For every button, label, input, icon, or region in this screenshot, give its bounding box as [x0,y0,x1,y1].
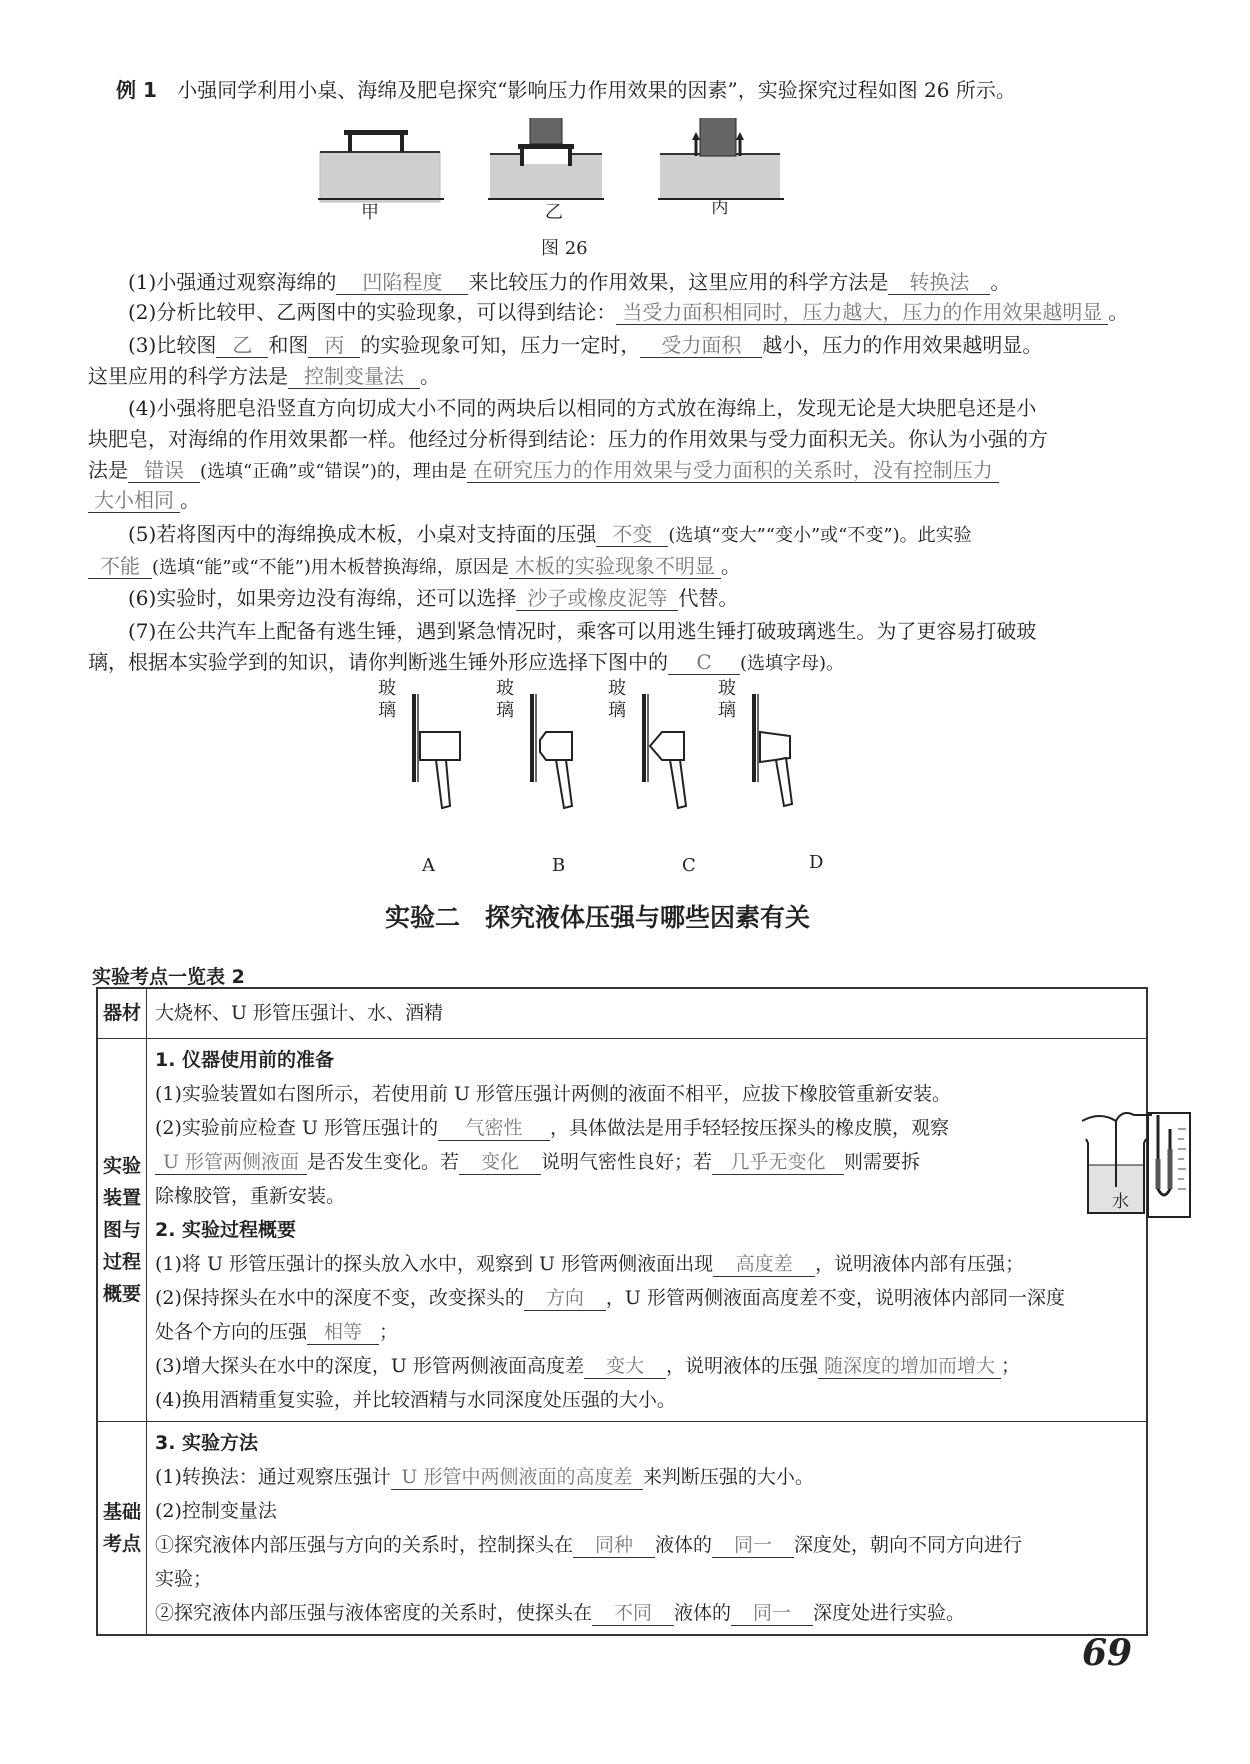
q3-answer-3: 受力面积 [640,333,762,358]
p2-answer-1: 气密性 [438,1116,550,1141]
question-4-line-4 [88,486,200,514]
q1-text-b: 来比较压力的作用效果，这里应用的科学方法是 [468,270,889,294]
procedure-cell [147,1038,1148,1421]
hammer-a [412,694,460,808]
m4-text-c: 深度处进行实验。 [813,1601,966,1624]
procedure-label [97,1038,147,1421]
q5-text-b: (选填“变大”“变小”或“不变”)。此实验 [668,525,972,546]
s2-text-a: (2)保持探头在水中的深度不变，改变探头的 [155,1286,524,1309]
step-2-line-2 [155,1315,1138,1349]
q2-text-b: 。 [1108,300,1129,324]
question-1 [128,268,1010,296]
figure-26-yi [488,118,604,200]
equipment-text: 大烧杯、U 形管压强计、水、酒精 [155,1002,444,1025]
hammer-d-glass-label: 玻璃 [718,678,736,721]
q1-text-c: 。 [990,270,1011,294]
hammer-a-label: A [422,855,435,876]
m3-text-a: ①探究液体内部压强与方向的关系时，控制探头在 [155,1533,574,1556]
m4-answer-1: 不同 [592,1601,674,1626]
q4-text-d: (选填“正确”或“错误”)的，理由是 [200,461,467,482]
q7-text-c: (选填字母)。 [740,653,845,674]
equipment-label: 器材 [97,988,147,1038]
method-title: 3. 实验方法 [155,1431,259,1454]
basics-label-text: 基础考点 [102,1500,141,1555]
example-label: 例 1 [116,78,157,102]
q3-text-e: 这里应用的科学方法是 [88,364,288,388]
q3-answer-1: 乙 [216,333,268,358]
q4-answer-1: 错误 [128,458,200,483]
s1-answer: 高度差 [713,1252,815,1277]
row-procedure [97,1038,1147,1421]
p2-text-a: (2)实验前应检查 U 形管压强计的 [155,1116,439,1139]
m4-text-b: 液体的 [674,1601,732,1624]
m4-answer-2: 同一 [731,1601,813,1626]
q5-answer-3: 木板的实验现象不明显 [509,554,721,579]
figure-26-jia [318,130,444,202]
s3-answer-1: 变大 [584,1354,666,1379]
process-title: 2. 实验过程概要 [155,1218,297,1241]
p2-text-d: 说明气密性良好；若 [541,1150,713,1173]
q3-answer-4: 控制变量法 [288,364,420,389]
section-title: 实验二 探究液体压强与哪些因素有关 [385,903,811,932]
hammer-c-glass-label: 玻璃 [608,678,626,721]
row-equipment [97,988,1147,1038]
s2-text-d: ； [379,1320,399,1343]
fig-caption: 图 26 [541,238,588,259]
hammer-d [752,694,792,806]
q3-answer-2: 丙 [308,333,360,358]
q3-text-b: 和图 [268,333,309,357]
s3-answer-2: 随深度的增加而增大 [818,1354,1001,1379]
p2-answer-4: 几乎无变化 [712,1150,844,1175]
hammer-b [530,694,572,808]
exam-points-table [96,987,1148,1636]
q3-text-d: 越小，压力的作用效果越明显。 [762,333,1043,357]
question-3-line-2 [88,362,440,390]
s1-text-a: (1)将 U 形管压强计的探头放入水中，观察到 U 形管两侧液面出现 [155,1252,714,1275]
hammer-c [642,694,686,808]
s3-text-a: (3)增大探头在水中的深度，U 形管两侧液面高度差 [155,1354,584,1377]
q5-answer-2: 不能 [88,554,152,579]
fig-label-yi: 乙 [545,202,563,223]
q6-text-a: (6)实验时，如果旁边没有海绵，还可以选择 [128,586,517,610]
q3-text-f: 。 [420,364,440,388]
method-4 [155,1596,1138,1630]
step-3 [155,1349,1138,1383]
method-2: (2)控制变量法 [155,1499,277,1522]
q5-answer-1: 不变 [596,522,668,547]
q6-text-b: 代替。 [678,586,739,610]
fig-label-jia: 甲 [361,202,379,223]
p2-text-b: ，具体做法是用手轻轻按压探头的橡皮膜，观察 [550,1116,950,1139]
q6-answer: 沙子或橡皮泥等 [516,586,678,611]
page-number: 69 [1082,1632,1133,1674]
q2-text-a: (2)分析比较甲、乙两图中的实验现象，可以得到结论： [128,300,617,324]
m1-text-a: (1)转换法：通过观察压强计 [155,1465,391,1488]
q5-text-a: (5)若将图丙中的海绵换成木板，小桌对支持面的压强 [128,522,597,546]
m3-answer-2: 同一 [712,1533,794,1558]
basics-label [97,1421,147,1635]
q3-text-a: (3)比较图 [128,333,217,357]
m3-text-b: 液体的 [655,1533,713,1556]
example-intro [116,76,1016,104]
p2-answer-2: U 形管两侧液面 [155,1150,307,1175]
q4-answer-2a: 在研究压力的作用效果与受力面积的关系时，没有控制压力 [467,458,999,483]
water-label: 水 [1109,1187,1132,1212]
table-title: 实验考点一览表 2 [92,966,245,988]
step-1 [155,1247,1138,1281]
hammer-b-glass-label: 玻璃 [496,678,514,721]
question-5-line-1 [128,520,972,550]
q1-answer-1: 凹陷程度 [336,270,468,295]
hammer-b-label: B [552,855,566,876]
question-4-line-2: 块肥皂，对海绵的作用效果都一样。他经过分析得到结论：压力的作用效果与受力面积无关。你认为小强的方 [88,427,1048,451]
example-intro-text: 小强同学利用小桌、海绵及肥皂探究“影响压力作用效果的因素”，实验探究过程如图 26 所示。 [177,78,1016,102]
q1-text-a: (1)小强通过观察海绵的 [128,270,337,294]
question-7-line-1: (7)在公共汽车上配备有逃生锤，遇到紧急情况时，乘客可以用逃生锤打破玻璃逃生。为了更容易打破玻 [128,619,1037,643]
s2-answer-1: 方向 [524,1286,606,1311]
question-2 [128,298,1128,326]
step-2-line-1 [155,1281,1138,1315]
question-7-line-2 [88,648,844,678]
procedure-label-text: 实验装置图与过程概要 [102,1154,141,1305]
s3-text-b: ，说明液体的压强 [665,1354,818,1377]
question-4-line-3 [88,456,999,486]
p2-answer-3: 变化 [459,1150,541,1175]
m1-text-b: 来判断压强的大小。 [642,1465,814,1488]
p2-text-c: 是否发生变化。若 [307,1150,460,1173]
prep-2-line-1 [155,1111,1138,1145]
basics-cell [147,1421,1148,1635]
p2-text-e: 则需要拆 [844,1150,921,1173]
s1-text-b: ，说明液体内部有压强； [815,1252,1025,1275]
prep-1: (1)实验装置如右图所示，若使用前 U 形管压强计两侧的液面不相平，应拔下橡胶管重新安装。 [155,1082,952,1105]
method-3-line-1 [155,1528,1138,1562]
question-3-line-1 [128,331,1042,359]
s2-answer-2: 相等 [307,1320,379,1345]
q4-answer-2b: 大小相同 [88,488,180,513]
s2-text-b: ，U 形管两侧液面高度差不变，说明液体内部同一深度 [605,1286,1065,1309]
prep-2-line-2 [155,1145,1138,1179]
step-4: (4)换用酒精重复实验，并比较酒精与水同深度处压强的大小。 [155,1388,676,1411]
m4-text-a: ②探究液体内部压强与液体密度的关系时，使探头在 [155,1601,593,1624]
q5-text-d: 。 [720,554,741,578]
q4-text-e: 。 [180,488,200,512]
row-basics [97,1421,1147,1635]
q2-answer: 当受力面积相同时，压力越大，压力的作用效果越明显 [616,300,1108,325]
hammers-figure [360,688,840,838]
figure-26-bing [658,118,784,200]
question-4-line-1: (4)小强将肥皂沿竖直方向切成大小不同的两块后以相同的方式放在海绵上，发现无论是大块肥皂还是小 [128,396,1037,420]
s3-text-c: ； [1001,1354,1021,1377]
fig-label-bing: 丙 [711,197,729,218]
q1-answer-2: 转换法 [888,270,990,295]
question-6 [128,584,738,612]
m1-answer: U 形管中两侧液面的高度差 [391,1465,643,1490]
hammer-c-label: C [682,855,696,876]
q3-text-c: 的实验现象可知，压力一定时， [360,333,641,357]
method-1 [155,1460,1138,1494]
hammer-d-label: D [809,852,824,873]
q5-text-c: (选填“能”或“不能”)用木板替换海绵，原因是 [152,557,509,578]
prep-2-line-3: 除橡胶管，重新安装。 [155,1184,346,1207]
q7-text-b: 璃，根据本实验学到的知识，请你判断逃生锤外形应选择下图中的 [88,650,668,674]
equipment-cell [147,988,1148,1038]
m3-text-c: 深度处，朝向不同方向进行 [794,1533,1023,1556]
prep-title: 1. 仪器使用前的准备 [155,1048,335,1071]
q7-answer: C [668,650,740,675]
u-tube-apparatus [1082,1109,1192,1221]
m3-answer-1: 同种 [573,1533,655,1558]
q4-text-c: 法是 [88,458,128,482]
s2-text-c: 处各个方向的压强 [155,1320,308,1343]
question-5-line-2 [88,552,741,582]
method-3-line-2: 实验； [155,1567,213,1590]
hammer-a-glass-label: 玻璃 [378,678,396,721]
